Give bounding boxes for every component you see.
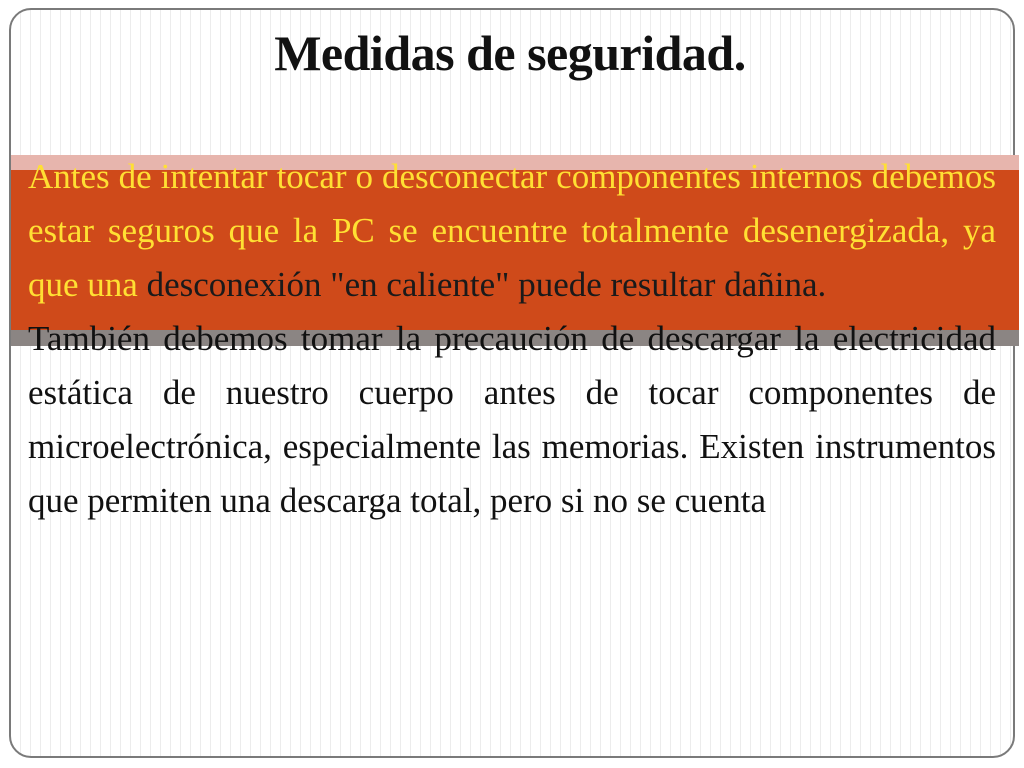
slide-body bbox=[28, 150, 996, 528]
paragraph-precaution-power bbox=[28, 150, 996, 312]
paragraph-static-electricity: También debemos tomar la precaución de descargar la electricidad estática de nuestro cuerpo antes de tocar componentes de microelectrónica, especialmente las memorias. Existen instrumentos que permiten una descarga total, pero si no se cuenta bbox=[28, 319, 996, 520]
paragraph-1-tail-text: desconexión "en caliente" puede resultar dañina. bbox=[146, 265, 827, 304]
paragraph-1-band-text: Antes de intentar tocar o desconectar componentes internos debemos estar seguros que la PC se encuentre totalmente desenergizada, ya que una bbox=[28, 157, 996, 304]
slide-title: Medidas de seguridad. bbox=[274, 25, 746, 81]
